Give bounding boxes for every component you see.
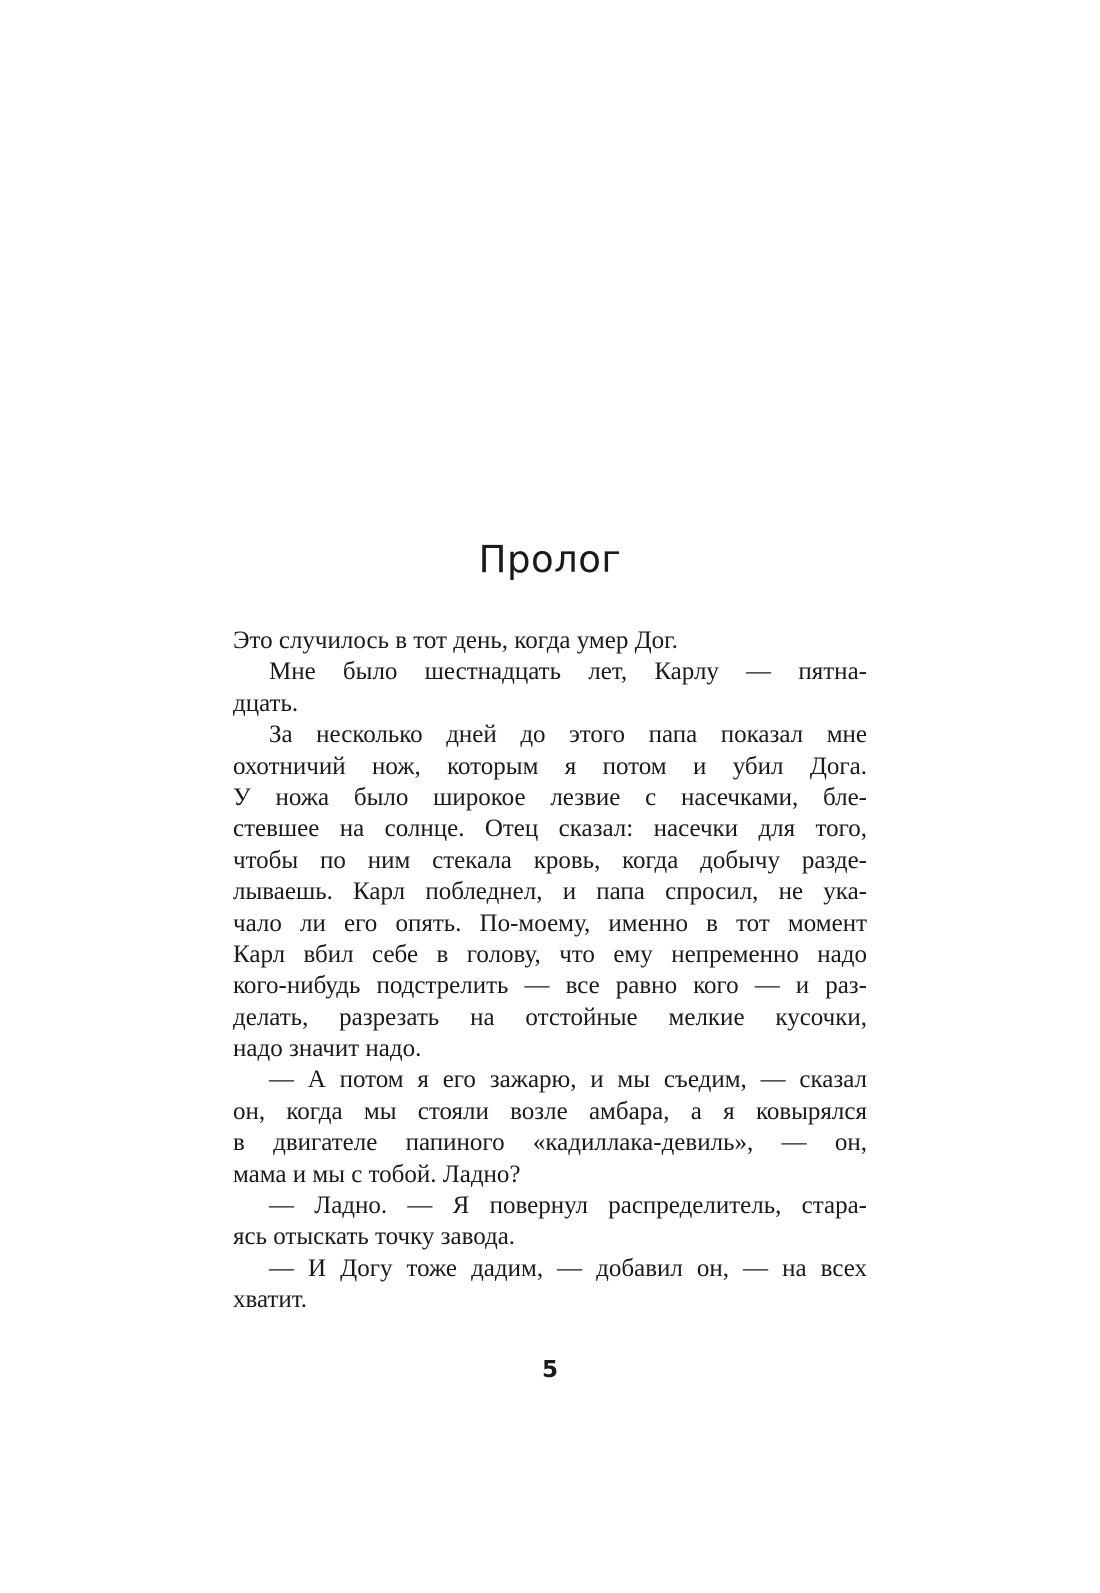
text-line: делать, разрезать на отстойные мелкие кусочки, xyxy=(233,1003,867,1031)
body-text xyxy=(233,625,867,1316)
text-line: мама и мы с тобой. Ладно? xyxy=(233,1160,521,1188)
text-line: он, когда мы стояли возле амбара, а я ковырялся xyxy=(233,1097,867,1125)
text-line: ясь отыскать точку завода. xyxy=(233,1223,516,1251)
text-line: чало ли его опять. По-моему, именно в тот момент xyxy=(233,909,867,937)
text-line: — А потом я его зажарю, и мы съедим, — сказал xyxy=(269,1066,867,1094)
text-line: Это случилось в тот день, когда умер Дог. xyxy=(233,627,678,654)
text-line: надо значит надо. xyxy=(233,1035,422,1063)
text-line: Карл вбил себе в голову, что ему непременно надо xyxy=(233,940,867,968)
text-line: хватит. xyxy=(233,1286,308,1314)
text-line: охотничий нож, которым я потом и убил Дога. xyxy=(233,752,867,780)
page-number: 5 xyxy=(541,1357,558,1383)
text-line: За несколько дней до этого папа показал мне xyxy=(269,721,867,749)
text-line: Мне было шестнадцать лет, Карлу — пятна- xyxy=(269,658,867,686)
text-line: — Ладно. — Я повернул распределитель, стара- xyxy=(269,1192,867,1220)
text-line: дцать. xyxy=(233,689,299,717)
text-line: чтобы по ним стекала кровь, когда добычу разде- xyxy=(233,846,867,874)
text-line: в двигателе папиного «кадиллака-девиль», — он, xyxy=(233,1129,867,1157)
text-line: У ножа было широкое лезвие с насечками, бле- xyxy=(233,783,867,811)
text-line: стевшее на солнце. Отец сказал: насечки для того, xyxy=(233,815,867,843)
text-line: кого-нибудь подстрелить — все равно кого — и раз- xyxy=(233,972,867,1000)
text-line: — И Догу тоже дадим, — добавил он, — на всех xyxy=(269,1254,867,1282)
chapter-title: Пролог xyxy=(478,538,622,581)
text-line: лываешь. Карл побледнел, и папа спросил, не ука- xyxy=(233,878,867,906)
